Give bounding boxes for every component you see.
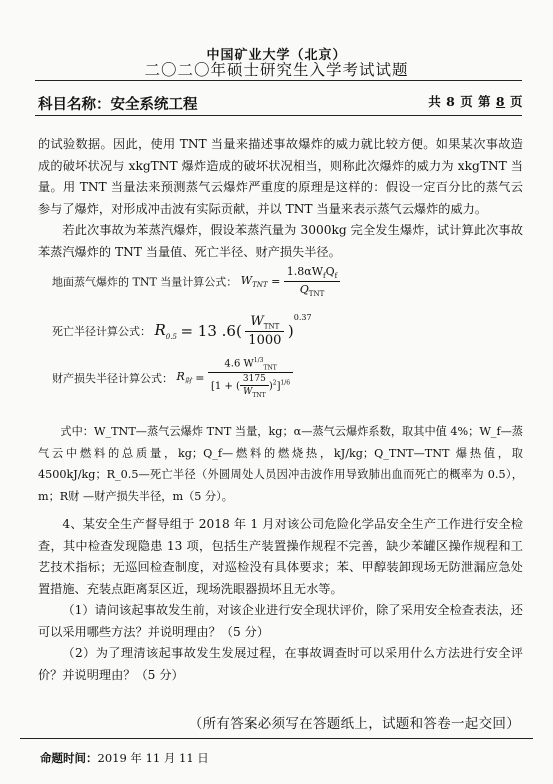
exam-title: 二〇二〇年硕士研究生入学考试试题: [144, 61, 409, 79]
subject-rule: [35, 115, 522, 116]
property-loss-radius-formula: 财产损失半径计算公式： $R_財$ = 4.6 $W^{1/3}_{TNT}$ [1 + ( $\frac{3175}{W_{TNT}}$ )$^2$]$^{1/6}$: [52, 357, 512, 415]
pages-suffix: 页: [509, 94, 523, 109]
paragraph-question: 若此次事故为苯蒸汽爆炸，假设苯蒸汽量为 3000kg 完全发生爆炸，试计算此次事故苯蒸汽爆炸的 TNT 当量值、死亡半径、财产损失半径。: [38, 223, 523, 259]
header-rule: [35, 80, 522, 81]
formula-1-fraction: $\frac{1.8\alpha W_fQ_f}{Q_{TNT}}$: [284, 265, 340, 298]
pages-current: 8: [495, 94, 506, 109]
formula-2-lhs: $R_{0.5}$: [154, 321, 177, 341]
exam-date-label: 命题时间：: [40, 751, 98, 765]
death-radius-formula: 死亡半径计算公式： $R_{0.5} = 13$ .6( $\frac{W_{TNT}}{1000}$ )$^{0.37}$: [52, 313, 312, 349]
pages-prefix: 共: [428, 94, 442, 109]
question-4-intro: 4、某安全生产督导组于 2018 年 1 月对该公司危险化学品安全生产工作进行安全检查，其中检查发现隐患 13 项，包括生产装置操作规程不完善，缺少苯罐区操作规程和工艺技术指标；无巡回检查制度，对巡检没有具体要求；苯、甲醇装卸现场无防泄漏应急处置措施、充装点距离泵区近，现场洗眼器损坏且无水等。: [38, 517, 523, 596]
formula-3-fraction: 4.6 $W^{1/3}_{TNT}$ [1 + ( $\frac{3175}{W_{TNT}}$ )$^2$]$^{1/6}$: [208, 357, 293, 399]
paragraph-intro: 的试验数据。因此，使用 TNT 当量来描述事故爆炸的威力就比较方便。如果某次事故造成的破坏状况与 xkgTNT 爆炸造成的破坏状况相当，则称此次爆炸的威力为 xkgTNT 当量。用 TNT 当量法来预测蒸气云爆炸严重度的原理是这样的：假设一定百分比的蒸气云参与了爆炸，对形成冲击波有实际贡献，并以 TNT 当量来表示蒸气云爆炸的威力。: [38, 137, 523, 216]
pages-mid: 页 第: [460, 94, 492, 109]
answer-notice: （所有答案必须写在答题纸上，试题和答卷一起交回）: [188, 716, 520, 732]
tnt-equivalent-formula: 地面蒸气爆炸的 TNT 当量计算公式： $W_{TNT}$ = $\frac{1.8\alpha W_fQ_f}{Q_{TNT}}$: [52, 265, 512, 305]
exam-date: [40, 750, 209, 766]
formula-2-fraction: $\frac{W_{TNT}}{1000}$: [245, 314, 284, 349]
subject-name: 科目名称：安全系统工程: [38, 96, 198, 113]
footer-rule: [20, 738, 533, 739]
page-counter: [428, 92, 523, 110]
formula-3-lhs: $R_財$: [176, 369, 192, 386]
question-4-sub-2: （2）为了理清该起事故发生发展过程，在事故调查时可以采用什么方法进行安全评价？并说明理由？（5 分）: [38, 646, 523, 682]
formula-1-label: 地面蒸气爆炸的 TNT 当量计算公式：: [52, 275, 238, 289]
question-4-sub-1: （1）请问该起事故发生前，对该企业进行安全现状评价，除了采用安全检查表法，还可以采用哪些方法？并说明理由？（5 分）: [38, 603, 523, 639]
pages-total: 8: [446, 94, 456, 109]
formula-1-lhs: $W_{TNT}$: [240, 274, 268, 290]
formula-3-label: 财产损失半径计算公式：: [52, 372, 173, 386]
formula-2-label: 死亡半径计算公式：: [52, 325, 151, 338]
exam-date-value: 2019 年 11 月 11 日: [97, 751, 209, 765]
university-name: 中国矿业大学（北京）: [206, 48, 347, 63]
variable-definitions: 式中：W_TNT—蒸气云爆炸 TNT 当量，kg；α—蒸气云爆炸系数，取其中值 4%；W_f—蒸气云中燃料的总质量，kg；Q_f—燃料的燃烧热，kJ/kg；Q_TNT—TNT 爆热值，取 4500kJ/kg；R_0.5—死亡半径（外圆周处人员因冲击波作用导致肺出血而死亡的概率为 0.5），m；R财 —财产损失半径，m（5 分）。: [38, 425, 523, 503]
